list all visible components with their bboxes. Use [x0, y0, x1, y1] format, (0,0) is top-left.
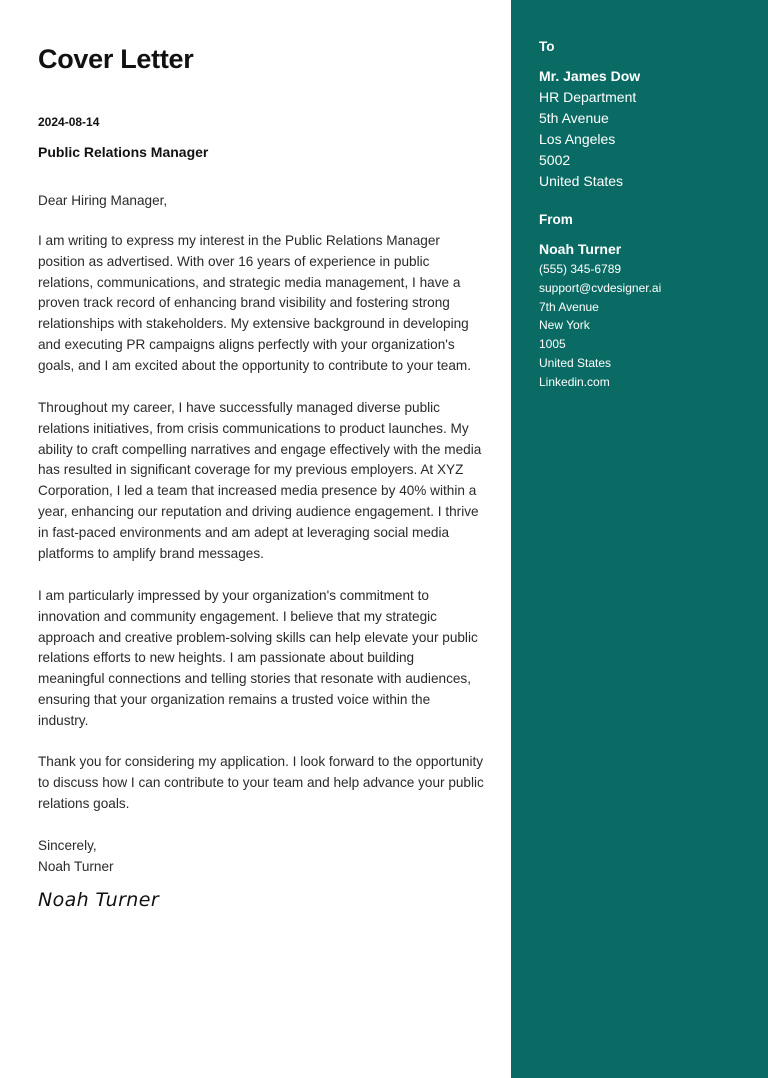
letter-date: 2024-08-14 [38, 115, 100, 129]
sender-email: support@cvdesigner.ai [539, 280, 662, 295]
letter-paragraph-2: Throughout my career, I have successfully managed diverse public relations initiatives, from crisis communications to product launches. My ability to craft compelling narratives and engage effectively with the media has resulted in significant coverage for my previous employers. At XYZ Corporation, I led a team that increased media presence by 40% within a year, enhancing our reputation and driving audience engagement. I thrive in fast-paced environments and am adept at leveraging social media platforms to amplify brand messages. [38, 400, 482, 561]
recipient-name: Mr. James Dow [539, 68, 641, 84]
letter-paragraph-1: I am writing to express my interest in the Public Relations Manager position as advertised. With over 16 years of experience in public relations, communications, and strategic media management, I have a proven track record of enhancing brand visibility and fostering strong relationships with stakeholders. My extensive background in developing and executing PR campaigns aligns perfectly with your organization's goals, and I am excited about the opportunity to contribute to your team. [38, 233, 471, 373]
sender-phone: (555) 345-6789 [539, 262, 622, 276]
sender-city: New York [539, 318, 590, 333]
recipient-street: 5th Avenue [539, 110, 609, 126]
letter-paragraph-4: Thank you for considering my application. I look forward to the opportunity to discuss how I can contribute to your team and help advance your public relations goals. [38, 754, 484, 811]
sender-country: United States [539, 355, 612, 370]
sender-postal-code: 1005 [539, 337, 566, 352]
sender-name: Noah Turner [539, 241, 622, 257]
salutation: Dear Hiring Manager, [38, 193, 168, 208]
recipient-department: HR Department [539, 89, 637, 105]
sender-contact [539, 260, 661, 392]
closing: Sincerely, [38, 838, 97, 853]
recipient-country: United States [539, 173, 624, 189]
sender-linkedin: Linkedin.com [539, 374, 610, 389]
recipient-heading: To [539, 39, 555, 54]
signature: Noah Turner [38, 889, 160, 911]
closing-name: Noah Turner [38, 859, 114, 874]
sender-heading: From [539, 212, 573, 227]
recipient-postal-code: 5002 [539, 152, 571, 168]
recipient-address [539, 87, 636, 192]
page-title: Cover Letter [38, 44, 194, 74]
job-position: Public Relations Manager [38, 144, 209, 160]
letter-paragraph-3: I am particularly impressed by your organization's commitment to innovation and community engagement. I believe that my strategic approach and creative problem-solving skills can help elevate your public relations efforts to new heights. I am passionate about building meaningful connections and telling stories that resonate with audiences, ensuring that your organization remains a trusted voice within the industry. [38, 588, 478, 728]
sender-street: 7th Avenue [539, 299, 599, 314]
recipient-city: Los Angeles [539, 131, 616, 147]
contact-sidebar [511, 0, 768, 1078]
